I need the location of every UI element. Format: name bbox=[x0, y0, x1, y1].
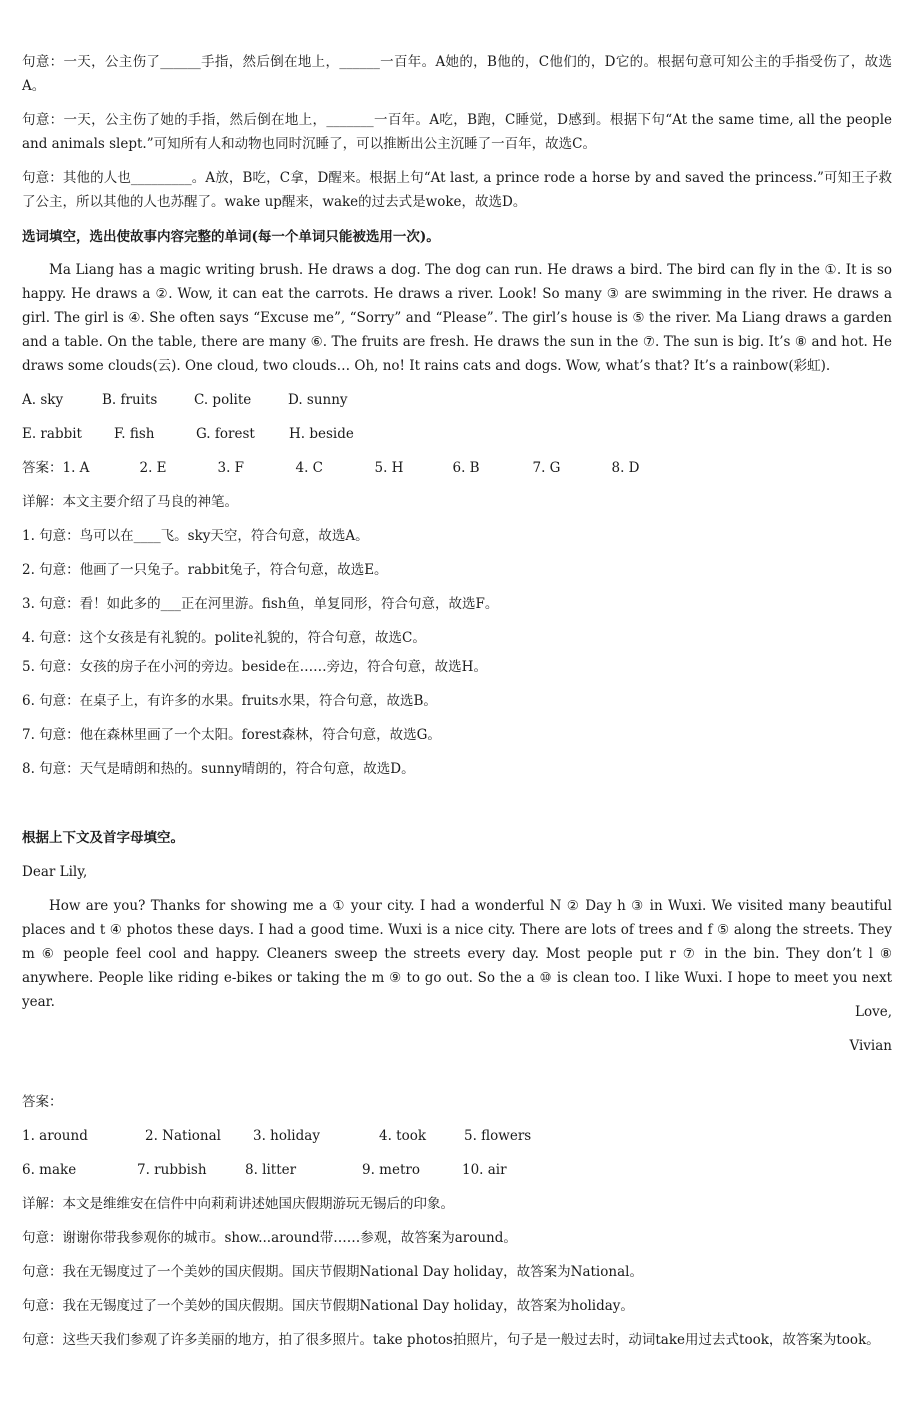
explanation-paragraph: 句意：一天，公主伤了她的手指，然后倒在地上，_______一百年。A吃，B跑，C睡觉，D感到。根据下句“At the same time, all the people and animals slept.”可知所有人和动物也同时沉睡了，可以推断出公主沉睡了一百年，故选C。 bbox=[22, 112, 892, 152]
answer-item: 1. A bbox=[62, 460, 90, 476]
answer-row bbox=[22, 1158, 892, 1182]
passage-ma-liang: Ma Liang has a magic writing brush. He draws a dog. The dog can run. He draws a bird. The bird can fly in the ①. It is so happy. He draws a ②. Wow, it can eat the carrots. He draws a river. Look! So many ③ are swimming in the river. He draws a girl. The girl is ④. She often says “Excuse me”, “Sorry” and “Please”. The girl’s house is ⑤ the river. Ma Liang draws a garden and a table. On the table, there are many ⑥. The fruits are fresh. He draws the sun in the ⑦. The sun is big. It’s ⑧ and hot. He draws some clouds(云). One cloud, two clouds… Oh, no! It rains cats and dogs. Wow, what’s that? It’s a rainbow(彩虹). bbox=[22, 262, 892, 374]
answer-row bbox=[22, 1124, 892, 1148]
explanation-line: 句意：谢谢你带我参观你的城市。show...around带……参观，故答案为around。 bbox=[22, 1230, 517, 1246]
answer-item: 1. around bbox=[22, 1128, 88, 1144]
option-item: F. fish bbox=[114, 426, 155, 442]
letter-salutation: Dear Lily, bbox=[22, 864, 88, 880]
option-item: G. forest bbox=[196, 426, 255, 442]
explanation-line: 2. 句意：他画了一只兔子。rabbit兔子，符合句意，故选E。 bbox=[22, 562, 388, 578]
options-row bbox=[22, 422, 892, 446]
option-item: B. fruits bbox=[102, 392, 158, 408]
answer-item: 6. B bbox=[452, 460, 480, 476]
answer-item: 2. E bbox=[139, 460, 167, 476]
answer-item: 5. flowers bbox=[464, 1128, 532, 1144]
detail-summary: 详解：本文主要介绍了马良的神笔。 bbox=[22, 494, 238, 510]
section-title: 选词填空，选出使故事内容完整的单词(每一个单词只能被选用一次)。 bbox=[22, 229, 440, 245]
answer-item: 9. metro bbox=[362, 1162, 420, 1178]
section-title: 根据上下文及首字母填空。 bbox=[22, 830, 184, 846]
letter-closing: Love, bbox=[855, 1004, 892, 1020]
option-item: D. sunny bbox=[288, 392, 348, 408]
explanation-line: 7. 句意：他在森林里画了一个太阳。forest森林，符合句意，故选G。 bbox=[22, 727, 441, 743]
option-item: C. polite bbox=[194, 392, 252, 408]
letter-body: How are you? Thanks for showing me a ① your city. I had a wonderful N ② Day h ③ in Wuxi. We visited many beautiful places and t ④ photos these days. I had a good time. Wuxi is a nice city. There are lots of trees and f ⑤ along the streets. They m ⑥ people feel cool and happy. Cleaners sweep the streets every day. Most people put r ⑦ in the bin. They don’t l ⑧ anywhere. People like riding e-bikes or taking the m ⑨ to go out. So the a ⑩ is clean too. I like Wuxi. I hope to meet you next year. bbox=[22, 898, 892, 1010]
answer-item: 6. make bbox=[22, 1162, 77, 1178]
answer-item: 4. C bbox=[295, 460, 324, 476]
answer-row bbox=[22, 456, 892, 480]
option-item: H. beside bbox=[289, 426, 354, 442]
answer-item: 7. rubbish bbox=[137, 1162, 207, 1178]
explanation-line: 4. 句意：这个女孩是有礼貌的。polite礼貌的，符合句意，故选C。 bbox=[22, 630, 426, 646]
answer-item: 3. holiday bbox=[253, 1128, 320, 1144]
answer-item: 7. G bbox=[532, 460, 561, 476]
answer-item: 10. air bbox=[462, 1162, 507, 1178]
answer-label: 答案： bbox=[22, 460, 63, 476]
answer-label: 答案： bbox=[22, 1094, 63, 1110]
letter-signature: Vivian bbox=[849, 1038, 892, 1054]
explanation-line: 5. 句意：女孩的房子在小河的旁边。beside在……旁边，符合句意，故选H。 bbox=[22, 659, 487, 675]
option-item: E. rabbit bbox=[22, 426, 82, 442]
explanation-line: 句意：我在无锡度过了一个美妙的国庆假期。国庆节假期National Day holiday，故答案为holiday。 bbox=[22, 1298, 634, 1314]
explanation-line: 句意：这些天我们参观了许多美丽的地方，拍了很多照片。take photos拍照片，句子是一般过去时，动词take用过去式took，故答案为took。 bbox=[22, 1332, 880, 1348]
explanation-line: 1. 句意：鸟可以在____飞。sky天空，符合句意，故选A。 bbox=[22, 528, 369, 544]
option-item: A. sky bbox=[22, 392, 64, 408]
explanation-paragraph: 句意：一天，公主伤了______手指，然后倒在地上，______一百年。A她的，B他的，C他们的，D它的。根据句意可知公主的手指受伤了，故选A。 bbox=[22, 54, 892, 94]
answer-item: 5. H bbox=[374, 460, 404, 476]
explanation-line: 3. 句意：看！如此多的___正在河里游。fish鱼，单复同形，符合句意，故选F。 bbox=[22, 596, 499, 612]
answer-item: 2. National bbox=[145, 1128, 221, 1144]
detail-summary: 详解：本文是维维安在信件中向莉莉讲述她国庆假期游玩无锡后的印象。 bbox=[22, 1196, 454, 1212]
answer-item: 3. F bbox=[217, 460, 245, 476]
explanation-paragraph: 句意：其他的人也_________。A放，B吃，C拿，D醒来。根据上句“At last, a prince rode a horse by and saved the princess.”可知王子救了公主，所以其他的人也苏醒了。wake up醒来，wake的过去式是woke，故选D。 bbox=[22, 170, 892, 210]
answer-item: 8. litter bbox=[245, 1162, 297, 1178]
answer-item: 4. took bbox=[379, 1128, 427, 1144]
answer-item: 8. D bbox=[611, 460, 640, 476]
options-row bbox=[22, 388, 892, 412]
explanation-line: 8. 句意：天气是晴朗和热的。sunny晴朗的，符合句意，故选D。 bbox=[22, 761, 415, 777]
explanation-line: 6. 句意：在桌子上，有许多的水果。fruits水果，符合句意，故选B。 bbox=[22, 693, 437, 709]
explanation-line: 句意：我在无锡度过了一个美妙的国庆假期。国庆节假期National Day holiday，故答案为National。 bbox=[22, 1264, 643, 1280]
